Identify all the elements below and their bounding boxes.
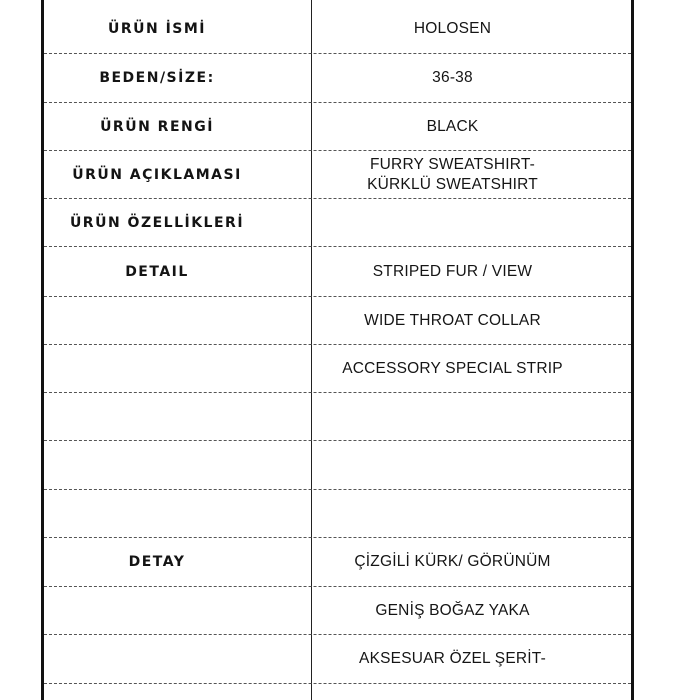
row-label [44, 684, 270, 700]
row-value-line: ÇİZGİLİ KÜRK/ GÖRÜNÜM [354, 553, 551, 570]
table-row [44, 538, 631, 587]
row-label [44, 345, 270, 392]
row-label: DETAIL [125, 263, 189, 280]
table-row [44, 684, 631, 700]
row-value-line: KÜRKLÜ SWEATSHIRT [367, 175, 538, 193]
row-value [271, 5, 634, 53]
table-row [44, 635, 631, 684]
row-value [271, 151, 634, 198]
row-value-line: BLACK [426, 117, 479, 135]
row-value-line: WIDE THROAT COLLAR [364, 311, 541, 329]
row-value [271, 393, 634, 440]
row-label [44, 490, 270, 537]
table-row [44, 441, 631, 490]
row-value [271, 587, 634, 634]
table-row [44, 5, 631, 54]
row-label [44, 441, 270, 489]
row-value [271, 635, 634, 683]
row-value [271, 297, 634, 344]
row-value [271, 538, 634, 586]
row-label: ÜRÜN RENGİ [100, 118, 214, 135]
table-row [44, 490, 631, 538]
row-value [271, 490, 634, 537]
row-label: ÜRÜN AÇIKLAMASI [72, 166, 242, 183]
row-value-line: FURRY SWEATSHIRT- [369, 155, 536, 173]
table-row [44, 151, 631, 199]
row-label: ÜRÜN İSMİ [107, 21, 207, 37]
row-label [44, 635, 270, 683]
row-value [271, 247, 634, 296]
table-row [44, 345, 631, 393]
table-row [44, 297, 631, 345]
row-label: DETAY [128, 554, 186, 570]
row-value [271, 103, 634, 150]
row-value-line: STRIPED FUR / VIEW [372, 262, 533, 280]
table-row [44, 247, 631, 297]
table-row [44, 199, 631, 247]
row-label: BEDEN/SİZE: [99, 70, 215, 86]
row-label [44, 297, 270, 344]
row-value-line: 36-38 [432, 69, 473, 86]
row-value [271, 54, 634, 102]
table-row [44, 103, 631, 151]
table-row [44, 54, 631, 103]
row-label [44, 587, 270, 634]
row-value [271, 441, 634, 489]
row-value-line: AKSESUAR ÖZEL ŞERİT- [359, 650, 546, 667]
row-value-line: GENİŞ BOĞAZ YAKA [375, 601, 530, 619]
table-row [44, 587, 631, 635]
table-row [44, 393, 631, 441]
row-label [44, 393, 270, 440]
row-value [271, 345, 634, 392]
row-value [271, 684, 634, 700]
product-spec-table [41, 0, 634, 700]
row-value-line: ACCESSORY SPECIAL STRIP [342, 359, 563, 377]
row-value [271, 199, 634, 246]
row-label: ÜRÜN ÖZELLİKLERİ [69, 214, 245, 231]
row-value-line: HOLOSEN [413, 20, 492, 37]
